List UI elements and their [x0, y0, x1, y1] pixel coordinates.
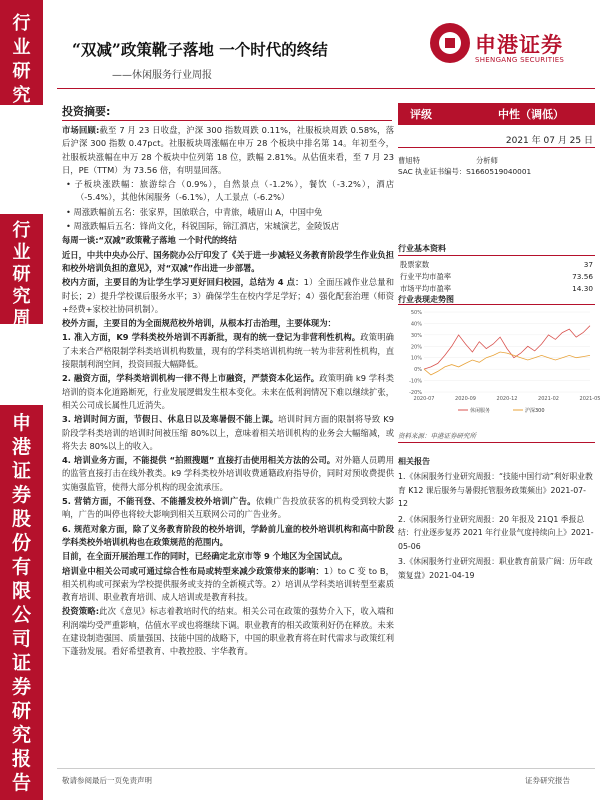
source-divider: [398, 442, 595, 443]
x-tick-label: 2020-09: [455, 396, 476, 402]
sidebar-char: 研: [12, 61, 31, 82]
basic-value: 37: [583, 260, 593, 269]
sidebar-char: 周: [12, 308, 31, 329]
paragraph-lead: 校内方面，主要目的为让学生学习更好回归校园，总结为 4 点：: [62, 277, 304, 288]
footer-type: 证券研究报告: [525, 776, 570, 785]
x-tick-label: 2021-05: [579, 396, 600, 402]
related-reports-title: 相关报告: [398, 457, 430, 466]
chart-source: 资料来源：申港证券研究所: [398, 432, 476, 440]
paragraph: [62, 317, 394, 330]
paragraph-text: 1）全面压减作业总量和时长；2）提升学校课后服务水平；3）确保学生在校内学足学好；4）强化配套治理（师资+经费+家校社协同机制）。: [62, 277, 395, 314]
x-tick-label: 2020-12: [496, 396, 518, 402]
sidebar-char: 研: [12, 264, 31, 285]
strategy-label: 投资策略:: [62, 606, 100, 617]
logo-cn: 申港证券: [475, 33, 563, 57]
perf-chart: [398, 306, 600, 416]
policy-lead: 4. 培训业务方面，不能提供 “拍照搜题” 直接打击使用相关方法的公司。: [62, 455, 336, 466]
paragraph: [62, 550, 394, 563]
sidebar-char: 行: [12, 13, 31, 34]
paragraph: [62, 565, 394, 605]
perf-chart-title: 行业表现走势图: [398, 295, 454, 304]
sidebar-char: 有: [11, 556, 31, 578]
summary-title: 投资摘要:: [62, 105, 111, 118]
paragraph-text: 目前，在全面开展治理工作的同时，已经确定北京市等 9 个地区为全国试点。: [62, 551, 348, 562]
perf-chart-divider: [398, 304, 595, 305]
y-tick-label: 30%: [410, 332, 422, 339]
paragraph-text: 近日，中共中央办公厅、国务院办公厅印发了《关于进一步减轻义务教育阶段学生作业负担和校外培训负担的意见》，对“双减”作出进一步部署。: [62, 249, 394, 273]
paragraph-lead: 培训业中相关公司或可通过综合性布局或转型来减少政策带来的影响：: [62, 565, 324, 576]
bullet: • 子板块涨跌幅：旅游综合（0.9%），自然景点（-1.2%），餐饮（-3.2%），酒店（-5.4%），其他休闲服务（-6.1%），人工景点（-6.2%）: [66, 179, 394, 203]
sidebar-char: 报: [11, 748, 31, 770]
x-tick-label: 2020-07: [413, 396, 435, 402]
weekly-topic: [62, 234, 394, 247]
paragraph: [62, 249, 394, 276]
rating-label: 评级: [410, 108, 432, 121]
footer-disclaimer[interactable]: 敬请参阅最后一页免责声明: [62, 776, 152, 785]
sidebar-char: 申: [11, 412, 31, 434]
bullet-text: 周涨跌幅后五名：锋尚文化，科锐国际，锦江酒店，宋城演艺，金陵饭店: [73, 221, 340, 232]
analyst-role: 分析师: [476, 156, 498, 165]
sidebar-bottom: [0, 405, 43, 800]
series-line: [424, 352, 590, 375]
policy-text: 培训时间方面的限制将导致 K9 阶段学科类培训的培训时间被压缩 80%以上，意味着相关培训机构的业务会大幅缩减，或将失去 80%以上的收入。: [62, 414, 394, 451]
sidebar-char: 报: [12, 330, 31, 351]
sidebar-char: 业: [12, 37, 31, 58]
report-title: “双减”政策靴子落地 一个时代的终结: [72, 40, 328, 59]
sidebar-char: 证: [11, 460, 31, 482]
sidebar-char: 研: [11, 700, 31, 722]
policy-text: 政策明确 k9 学科类培训的资本化道路断死，行业发展逻辑发生根本变化。未来在低利润情况下难以继续扩张，相关公司成长属性几近消失。: [62, 373, 394, 410]
basic-value: 14.30: [572, 284, 593, 293]
sidebar-char: 份: [11, 532, 31, 554]
market-review: [62, 124, 394, 177]
strategy-text: 此次《意见》标志着教培时代的结束。相关公司在政策的强势介入下，收入端和利润端均受严重影响，估值水平或也将继续下调。职业教育的相关政策利好仍在释放。未来在建设制造强国、质量强国、技能中国的战略下，中国的职业教育将在时代需求与政策红利下蓬勃发展。看好希望教育、中教控股、宇华教育。: [62, 606, 394, 657]
policy-text: 政策明确了未来合严格限制学科类培训机构数量，现有的学科类培训机构统一转为非营利性机构，直接限制利润空间，投资回报大幅降低。: [62, 332, 394, 370]
y-tick-label: 50%: [410, 310, 422, 316]
summary-body: [62, 124, 394, 660]
y-tick-label: -20%: [409, 390, 422, 396]
policy-item: [62, 331, 394, 371]
y-tick-label: 0%: [414, 367, 422, 374]
bullet-text: 子板块涨跌幅：旅游综合（0.9%），自然景点（-1.2%），餐饮（-3.2%），酒店（-5.4%），其他休闲服务（-6.1%），人工景点（-6.2%）: [74, 179, 394, 203]
bullet: • 周涨跌幅前五名：张家界，国旅联合，中青旅，峨眉山 A，中国中免: [66, 206, 323, 217]
logo-mark-icon: [430, 23, 470, 63]
company-logo: [430, 23, 595, 73]
market-review-label: 市场回顾:: [62, 125, 100, 135]
y-tick-label: 40%: [410, 321, 422, 328]
related-report-link[interactable]: 2.《休闲服务行业研究周报：20 年报及 21Q1 季报总结：行业逐步复苏 2021 年行业景气度持续向上》2021-05-06: [398, 514, 594, 551]
sidebar-char: 究: [12, 85, 31, 106]
basic-row: [400, 272, 593, 282]
basic-row: [400, 260, 593, 270]
policy-item: [62, 495, 394, 522]
basic-key: 股票家数: [400, 260, 430, 269]
basic-data-divider: [398, 255, 595, 256]
sidebar-char: 证: [11, 652, 31, 674]
rating-divider: [398, 147, 595, 148]
series-line: [424, 326, 590, 369]
sidebar-char: 券: [11, 484, 31, 506]
basic-key: 行业平均市盈率: [400, 272, 452, 281]
sidebar-middle: [0, 214, 43, 351]
analyst-block: [398, 155, 531, 177]
paragraph-text: 校外方面，主要目的为全面规范校外培训，从根本打击治理，主要体现为：: [62, 318, 336, 329]
policy-item: [62, 454, 394, 494]
analyst-name: 曹旭特: [398, 156, 420, 165]
x-tick-label: 2021-02: [538, 396, 559, 402]
sidebar-top: [0, 0, 43, 105]
bullet: • 周涨跌幅后五名：锋尚文化，科锐国际，锦江酒店，宋城演艺，金陵饭店: [66, 221, 340, 232]
policy-lead: 1. 准入方面，K9 学科类校外培训不再新批，现有的统一登记为非营利性机构。: [62, 332, 361, 343]
sidebar-char: 行: [12, 220, 31, 241]
legend-label: 休闲服务: [470, 408, 491, 414]
policy-text: 依赖广告投放获客的机构受到较大影响，广告的叫停也将较大影响到相关互联网公司的广告业务。: [62, 496, 394, 520]
sidebar-char: 港: [11, 436, 31, 458]
sidebar-char: 限: [11, 580, 31, 602]
cert-number: S1660519040001: [466, 167, 532, 176]
policy-lead: 3. 培训时间方面，节假日、休息日以及寒暑假不能上课。: [62, 414, 279, 425]
paragraph-text: 1）to C 变 to B，相关机构或可探索为学校提供服务或支持的全新模式等。2）培训从学科类培训转型至素质教育培训、职业教育培训、成人培训或是教育科技。: [62, 565, 394, 603]
paragraph: [62, 276, 394, 316]
sidebar-char: 告: [11, 772, 31, 794]
legend-label: 沪深300: [525, 408, 545, 414]
policy-lead: 2. 融资方面，学科类培训机构一律不得上市融资，严禁资本化运作。: [62, 373, 320, 384]
bullet-text: 周涨跌幅前五名：张家界，国旅联合，中青旅，峨眉山 A，中国中免: [73, 206, 323, 217]
header-divider: [57, 88, 595, 89]
rating-value: 中性（调低）: [498, 108, 564, 121]
sidebar-char: 公: [11, 604, 31, 626]
report-subtitle: ——休闲服务行业周报: [112, 70, 212, 81]
policy-item: [62, 372, 394, 412]
basic-row: [400, 284, 593, 294]
basic-key: 市场平均市盈率: [400, 284, 452, 293]
related-reports-list: [398, 470, 595, 582]
weekly-topic-label: 每周一谈:: [62, 235, 99, 246]
policy-text: 对外籍人员聘用的监管直接打击在线外教类。k9 学科类校外培训收费通籍政府指导价，同时对预收费提供实施强监管，使得大部分机构的现金流承压。: [62, 455, 394, 492]
policy-lead: 6. 规范对象方面，除了义务教育阶段的校外培训，学龄前儿童的校外培训机构和高中阶段学科类校外培训机构也在政策规范的范围内。: [62, 523, 394, 547]
strategy: [62, 605, 394, 658]
policy-item: [62, 523, 394, 550]
weekly-topic-text: “双减”政策靴子落地 一个时代的终结: [98, 235, 237, 246]
sidebar-char: 究: [11, 724, 31, 746]
footer-divider: [57, 768, 595, 769]
y-tick-label: 10%: [410, 355, 422, 362]
policy-lead: 5. 营销方面，不能刊登、不能播发校外培训广告。: [62, 496, 256, 507]
sidebar-char: 司: [11, 628, 31, 650]
sidebar-char: 究: [12, 286, 31, 307]
rating-bar: [398, 103, 595, 125]
y-tick-label: 20%: [410, 344, 422, 351]
related-report-link[interactable]: 3.《休闲服务行业研究周报：职业教育前景广阔：历年政策复盘》2021-04-19: [398, 557, 593, 580]
summary-divider: [62, 120, 392, 121]
y-tick-label: -10%: [409, 378, 422, 385]
cert-label: SAC 执业证书编号：: [398, 167, 467, 176]
logo-en: SHENGANG SECURITIES: [475, 56, 565, 64]
basic-value: 73.56: [572, 272, 593, 281]
report-date: 2021 年 07 月 25 日: [505, 136, 593, 146]
sidebar-char: 股: [11, 508, 31, 530]
related-report-link[interactable]: 1.《休闲服务行业研究周报：“技能中国行动”利好职业教育 K12 课后服务与暑假托管服务政策频出》2021-07-12: [398, 472, 593, 508]
market-review-text: 截至 7 月 23 日收盘，沪深 300 指数周跌 0.11%，社服板块周跌 0.58%，落后沪深 300 指数 0.47pct。社服板块周涨幅在申万 28 个板块中排名第 14。年初至今，社服板块涨幅在申万 28 个板块中位列第 18 位，跌幅 2.81%。从估值来看，至 7 月 23 日，PE（TTM）为 73.56 倍，有明显回落。: [62, 125, 394, 175]
sidebar-char: 业: [12, 242, 31, 263]
policy-item: [62, 413, 394, 453]
basic-data-title: 行业基本资料: [398, 244, 446, 253]
sidebar-char: 券: [11, 676, 31, 698]
